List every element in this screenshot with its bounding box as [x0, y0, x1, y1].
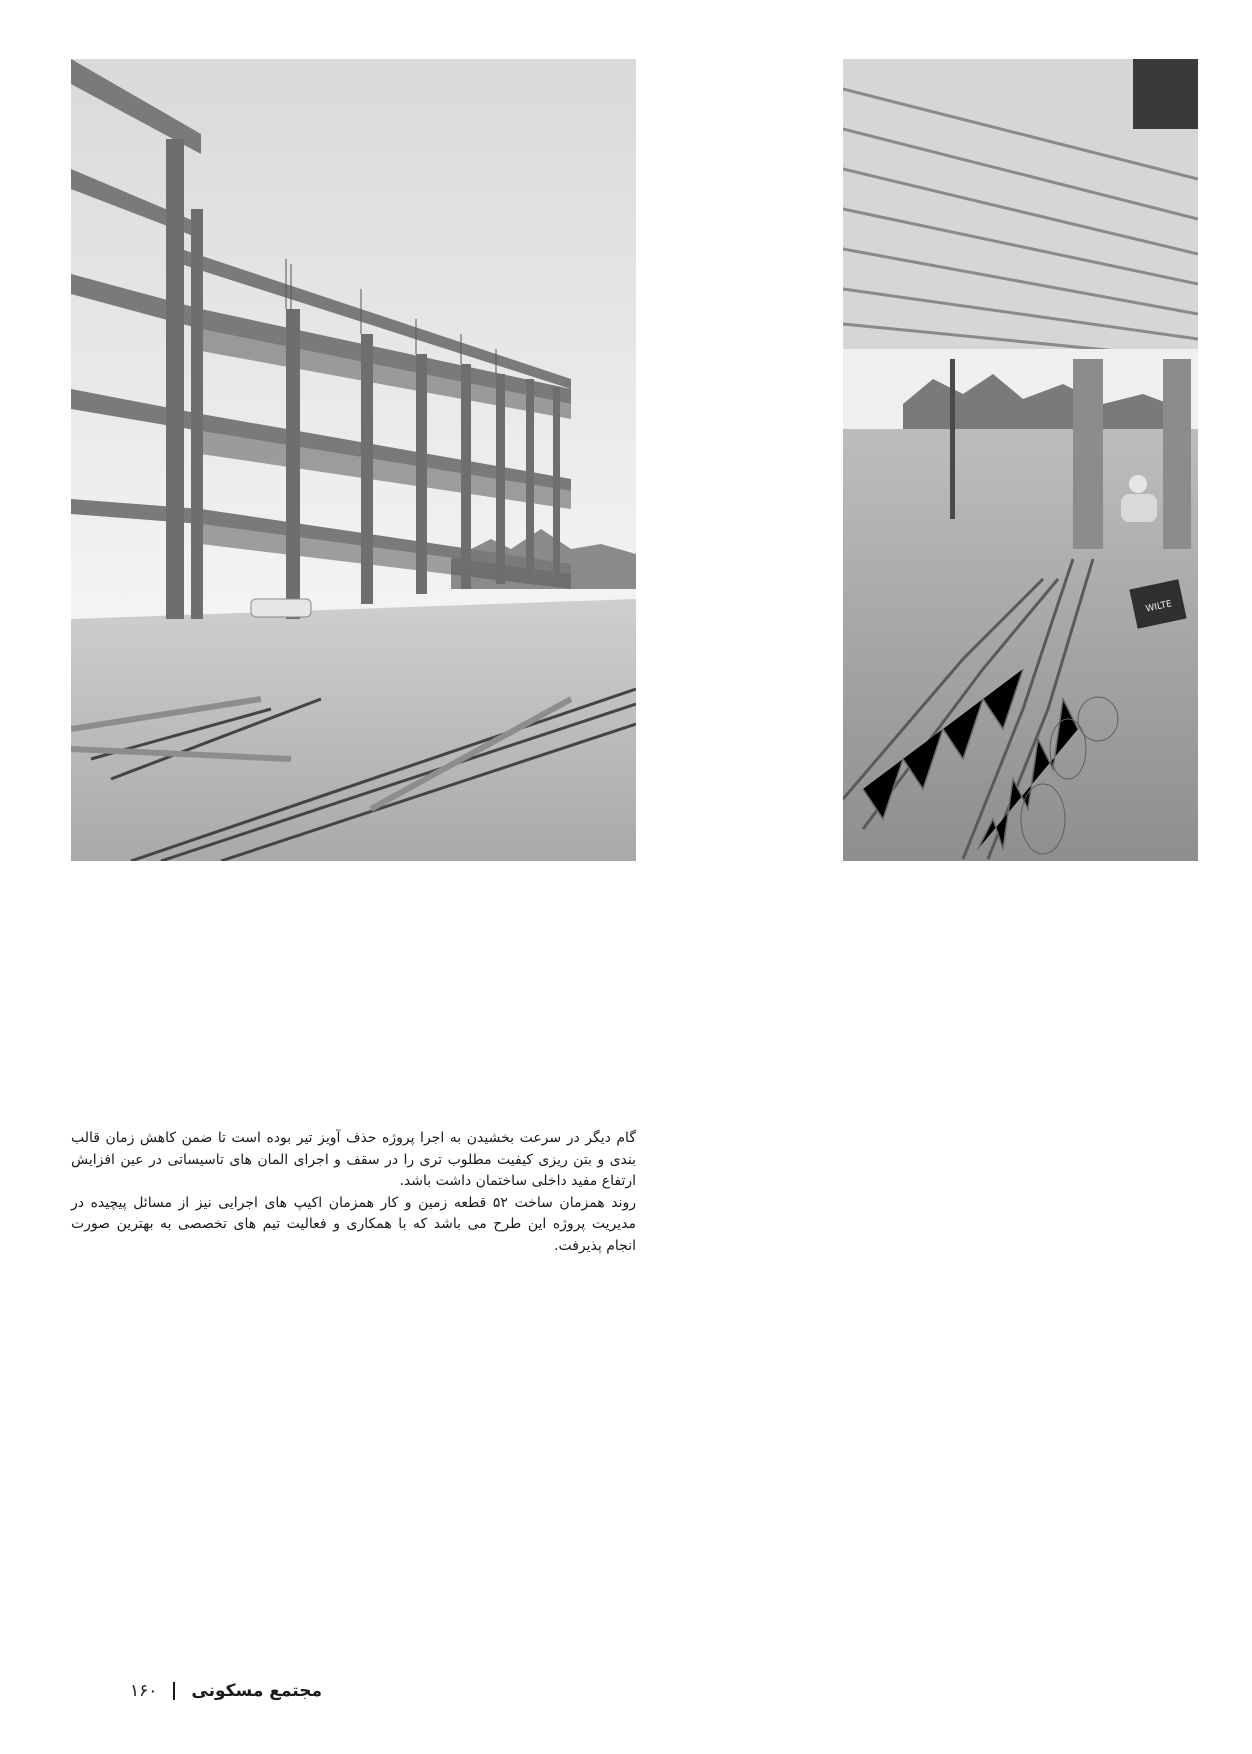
construction-photo-left	[71, 59, 636, 861]
construction-photo-right	[843, 59, 1198, 861]
footer-divider	[173, 1682, 175, 1700]
box-label: WILTE	[1144, 599, 1173, 615]
slab-underside-illustration	[843, 59, 1198, 861]
building-frame-illustration	[71, 59, 636, 861]
paragraph-1: گام دیگر در سرعت بخشیدن به اجرا پروژه حذف آویز تیر بوده است تا ضمن کاهش زمان قالب بندی و بتن ریزی کیفیت مطلوب تری را در سقف و اجرای المان های تاسیساتی در عین افزایش ارتفاع مفید داخلی ساختمان داشت باشد.	[71, 1130, 636, 1189]
paragraph-2: روند همزمان ساخت ۵۲ قطعه زمین و کار همزمان اکیپ های اجرایی نیز از مسائل پیچیده در مدیریت پروژه این طرح می باشد که با همکاری و فعالیت تیم های تخصصی به بهترین صورت انجام پذیرفت.	[71, 1194, 637, 1254]
page-number: ۱۶۰	[130, 1681, 158, 1701]
section-title: مجتمع مسکونی	[191, 1681, 323, 1701]
page-footer	[130, 1676, 322, 1706]
body-text	[71, 1128, 636, 1257]
